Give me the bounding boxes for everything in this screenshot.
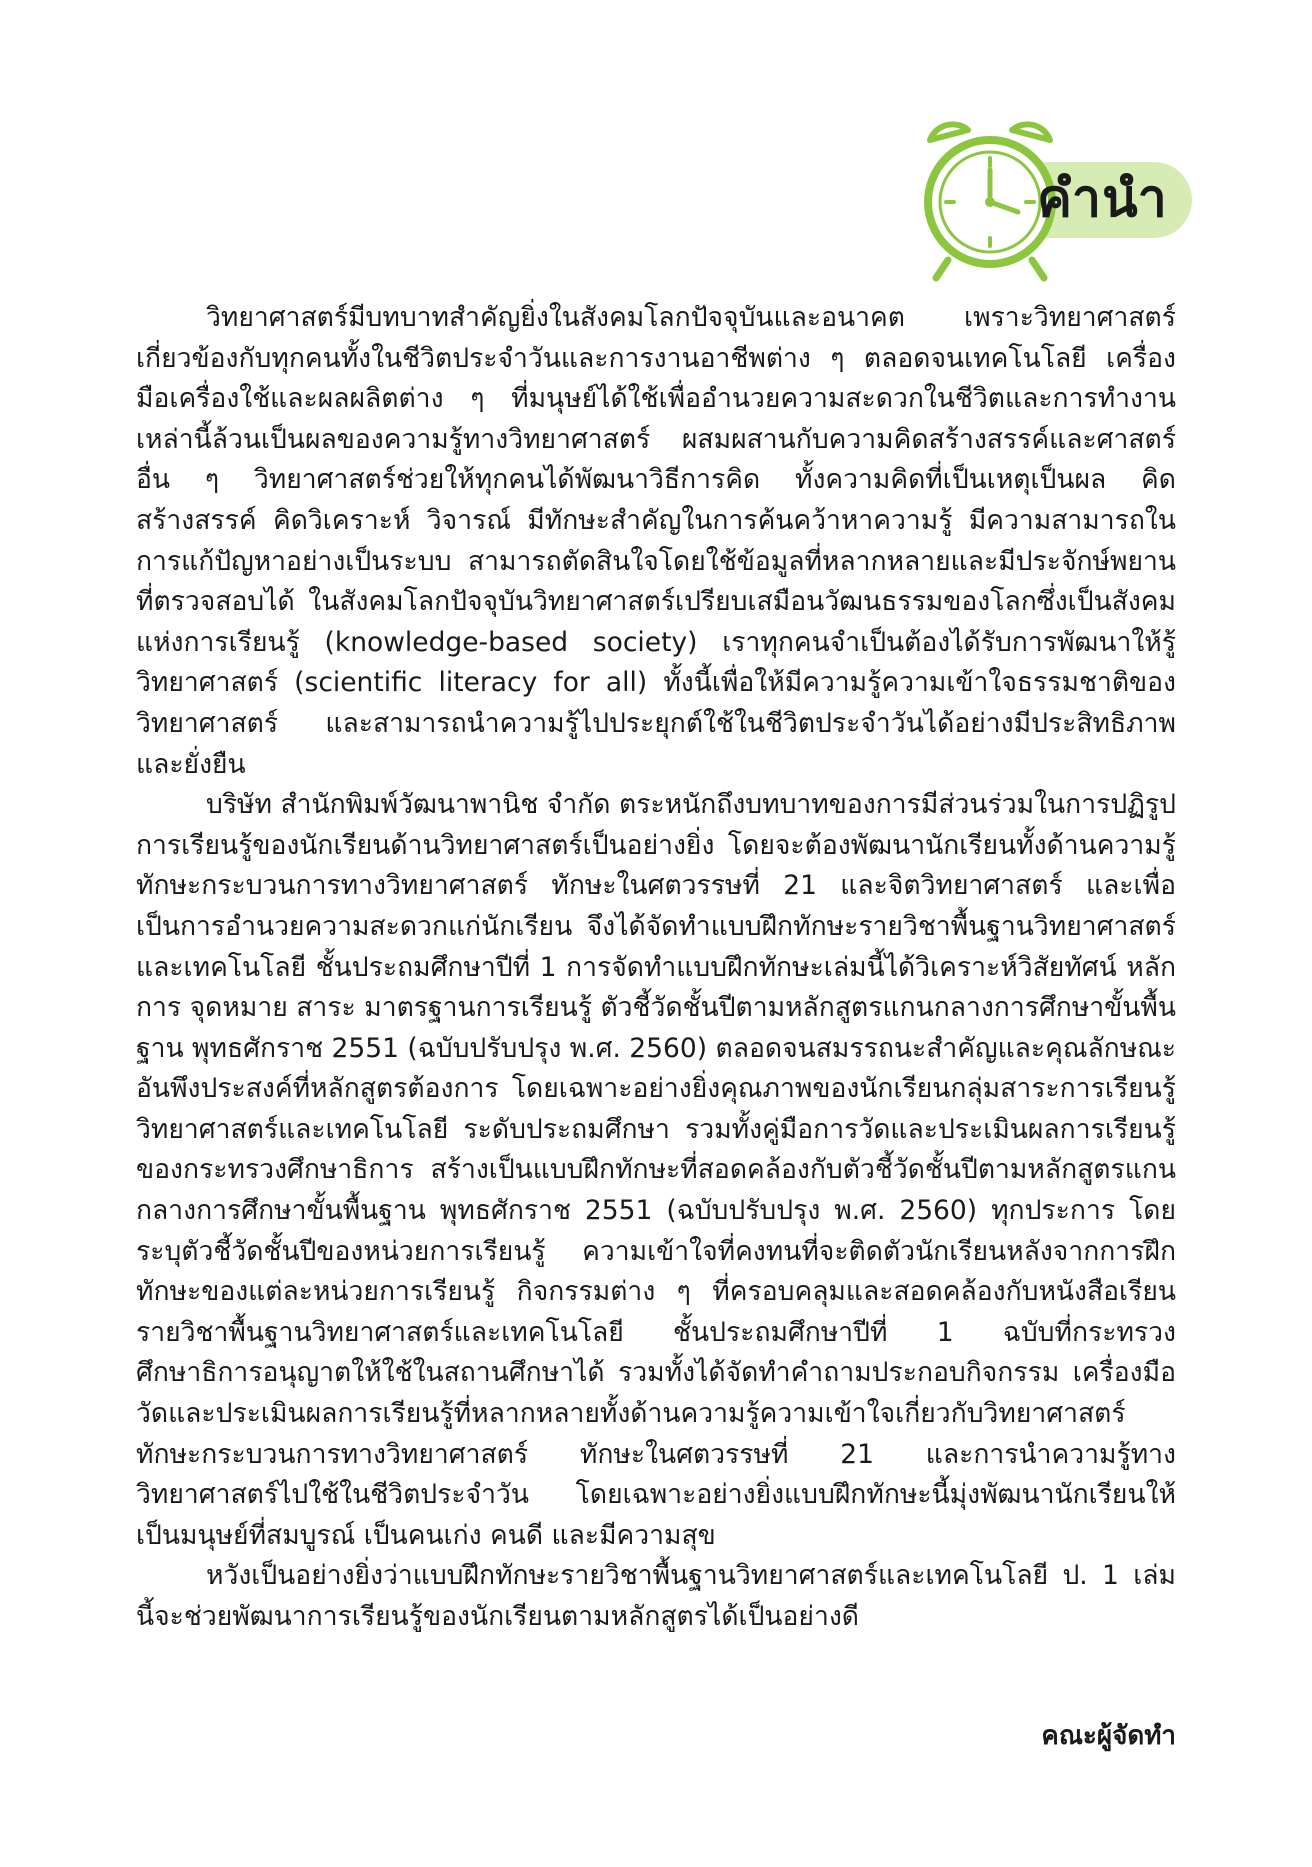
- paragraph-3: หวังเป็นอย่างยิ่งว่าแบบฝึกทักษะรายวิชาพื้นฐานวิทยาศาสตร์และเทคโนโลยี ป. 1 เล่มนี้จะช่วยพัฒนาการเรียนรู้ของนักเรียนตามหลักสูตรได้เป็นอย่างดี: [136, 1560, 1176, 1632]
- paragraph-2: บริษัท สำนักพิมพ์วัฒนาพานิช จำกัด ตระหนักถึงบทบาทของการมีส่วนร่วมในการปฏิรูปการเรียนรู้ของนักเรียนด้านวิทยาศาสตร์เป็นอย่างยิ่ง โดยจะต้องพัฒนานักเรียนทั้งด้านความรู้ ทักษะกระบวนการทางวิทยาศาสตร์ ทักษะในศตวรรษที่ 21 และจิตวิทยาศาสตร์ และเพื่อเป็นการอำนวยความสะดวกแก่นักเรียน จึงได้จัดทำแบบฝึกทักษะรายวิชาพื้นฐานวิทยาศาสตร์และเทคโนโลยี ชั้นประถมศึกษาปีที่ 1 การจัดทำแบบฝึกทักษะเล่มนี้ได้วิเคราะห์วิสัยทัศน์ หลักการ จุดหมาย สาระ มาตรฐานการเรียนรู้ ตัวชี้วัดชั้นปีตามหลักสูตรแกนกลางการศึกษาขั้นพื้นฐาน พุทธศักราช 2551 (ฉบับปรับปรุง พ.ศ. 2560) ตลอดจนสมรรถนะสำคัญและคุณลักษณะอันพึงประสงค์ที่หลักสูตรต้องการ โดยเฉพาะอย่างยิ่งคุณภาพของนักเรียนกลุ่มสาระการเรียนรู้วิทยาศาสตร์และเทคโนโลยี ระดับประถมศึกษา รวมทั้งคู่มือการวัดและประเมินผลการเรียนรู้ของกระทรวงศึกษาธิการ สร้างเป็นแบบฝึกทักษะที่สอดคล้องกับตัวชี้วัดชั้นปีตามหลักสูตรแกนกลางการศึกษาขั้นพื้นฐาน พุทธศักราช 2551 (ฉบับปรับปรุง พ.ศ. 2560) ทุกประการ โดยระบุตัวชี้วัดชั้นปีของหน่วยการเรียนรู้ ความเข้าใจที่คงทนที่จะติดตัวนักเรียนหลังจากการฝึกทักษะของแต่ละหน่วยการเรียนรู้ กิจกรรมต่าง ๆ ที่ครอบคลุมและสอดคล้องกับหนังสือเรียนรายวิชาพื้นฐานวิทยาศาสตร์และเทคโนโลยี ชั้นประถมศึกษาปีที่ 1 ฉบับที่กระทรวงศึกษาธิการอนุญาตให้ใช้ในสถานศึกษาได้ รวมทั้งได้จัดทำคำถามประกอบกิจกรรม เครื่องมือวัดและประเมินผลการเรียนรู้ที่หลากหลายทั้งด้านความรู้ความเข้าใจเกี่ยวกับวิทยาศาสตร์ ทักษะกระบวนการทางวิทยาศาสตร์ ทักษะในศตวรรษที่ 21 และการนำความรู้ทางวิทยาศาสตร์ไปใช้ในชีวิตประจำวัน โดยเฉพาะอย่างยิ่งแบบฝึกทักษะนี้มุ่งพัฒนานักเรียนให้เป็นมนุษย์ที่สมบูรณ์ เป็นคนเก่ง คนดี และมีความสุข: [136, 789, 1177, 1551]
- preface-body: [136, 298, 1176, 1638]
- signature: คณะผู้จัดทำ: [1041, 1721, 1176, 1751]
- page-title: คำนำ: [1037, 169, 1168, 229]
- paragraph-1: วิทยาศาสตร์มีบทบาทสำคัญยิ่งในสังคมโลกปัจจุบันและอนาคต เพราะวิทยาศาสตร์เกี่ยวข้องกับทุกคนทั้งในชีวิตประจำวันและการงานอาชีพต่าง ๆ ตลอดจนเทคโนโลยี เครื่องมือเครื่องใช้และผลผลิตต่าง ๆ ที่มนุษย์ได้ใช้เพื่ออำนวยความสะดวกในชีวิตและการทำงานเหล่านี้ล้วนเป็นผลของความรู้ทางวิทยาศาสตร์ ผสมผสานกับความคิดสร้างสรรค์และศาสตร์อื่น ๆ วิทยาศาสตร์ช่วยให้ทุกคนได้พัฒนาวิธีการคิด ทั้งความคิดที่เป็นเหตุเป็นผล คิดสร้างสรรค์ คิดวิเคราะห์ วิจารณ์ มีทักษะสำคัญในการค้นคว้าหาความรู้ มีความสามารถในการแก้ปัญหาอย่างเป็นระบบ สามารถตัดสินใจโดยใช้ข้อมูลที่หลากหลายและมีประจักษ์พยานที่ตรวจสอบได้ ในสังคมโลกปัจจุบันวิทยาศาสตร์เปรียบเสมือนวัฒนธรรมของโลกซึ่งเป็นสังคมแห่งการเรียนรู้ (knowledge-based society) เราทุกคนจำเป็นต้องได้รับการพัฒนาให้รู้วิทยาศาสตร์ (scientific literacy for all) ทั้งนี้เพื่อให้มีความรู้ความเข้าใจธรรมชาติของวิทยาศาสตร์ และสามารถนำความรู้ไปประยุกต์ใช้ในชีวิตประจำวันได้อย่างมีประสิทธิภาพและยั่งยืน: [136, 302, 1176, 780]
- header-badge: [900, 120, 1200, 310]
